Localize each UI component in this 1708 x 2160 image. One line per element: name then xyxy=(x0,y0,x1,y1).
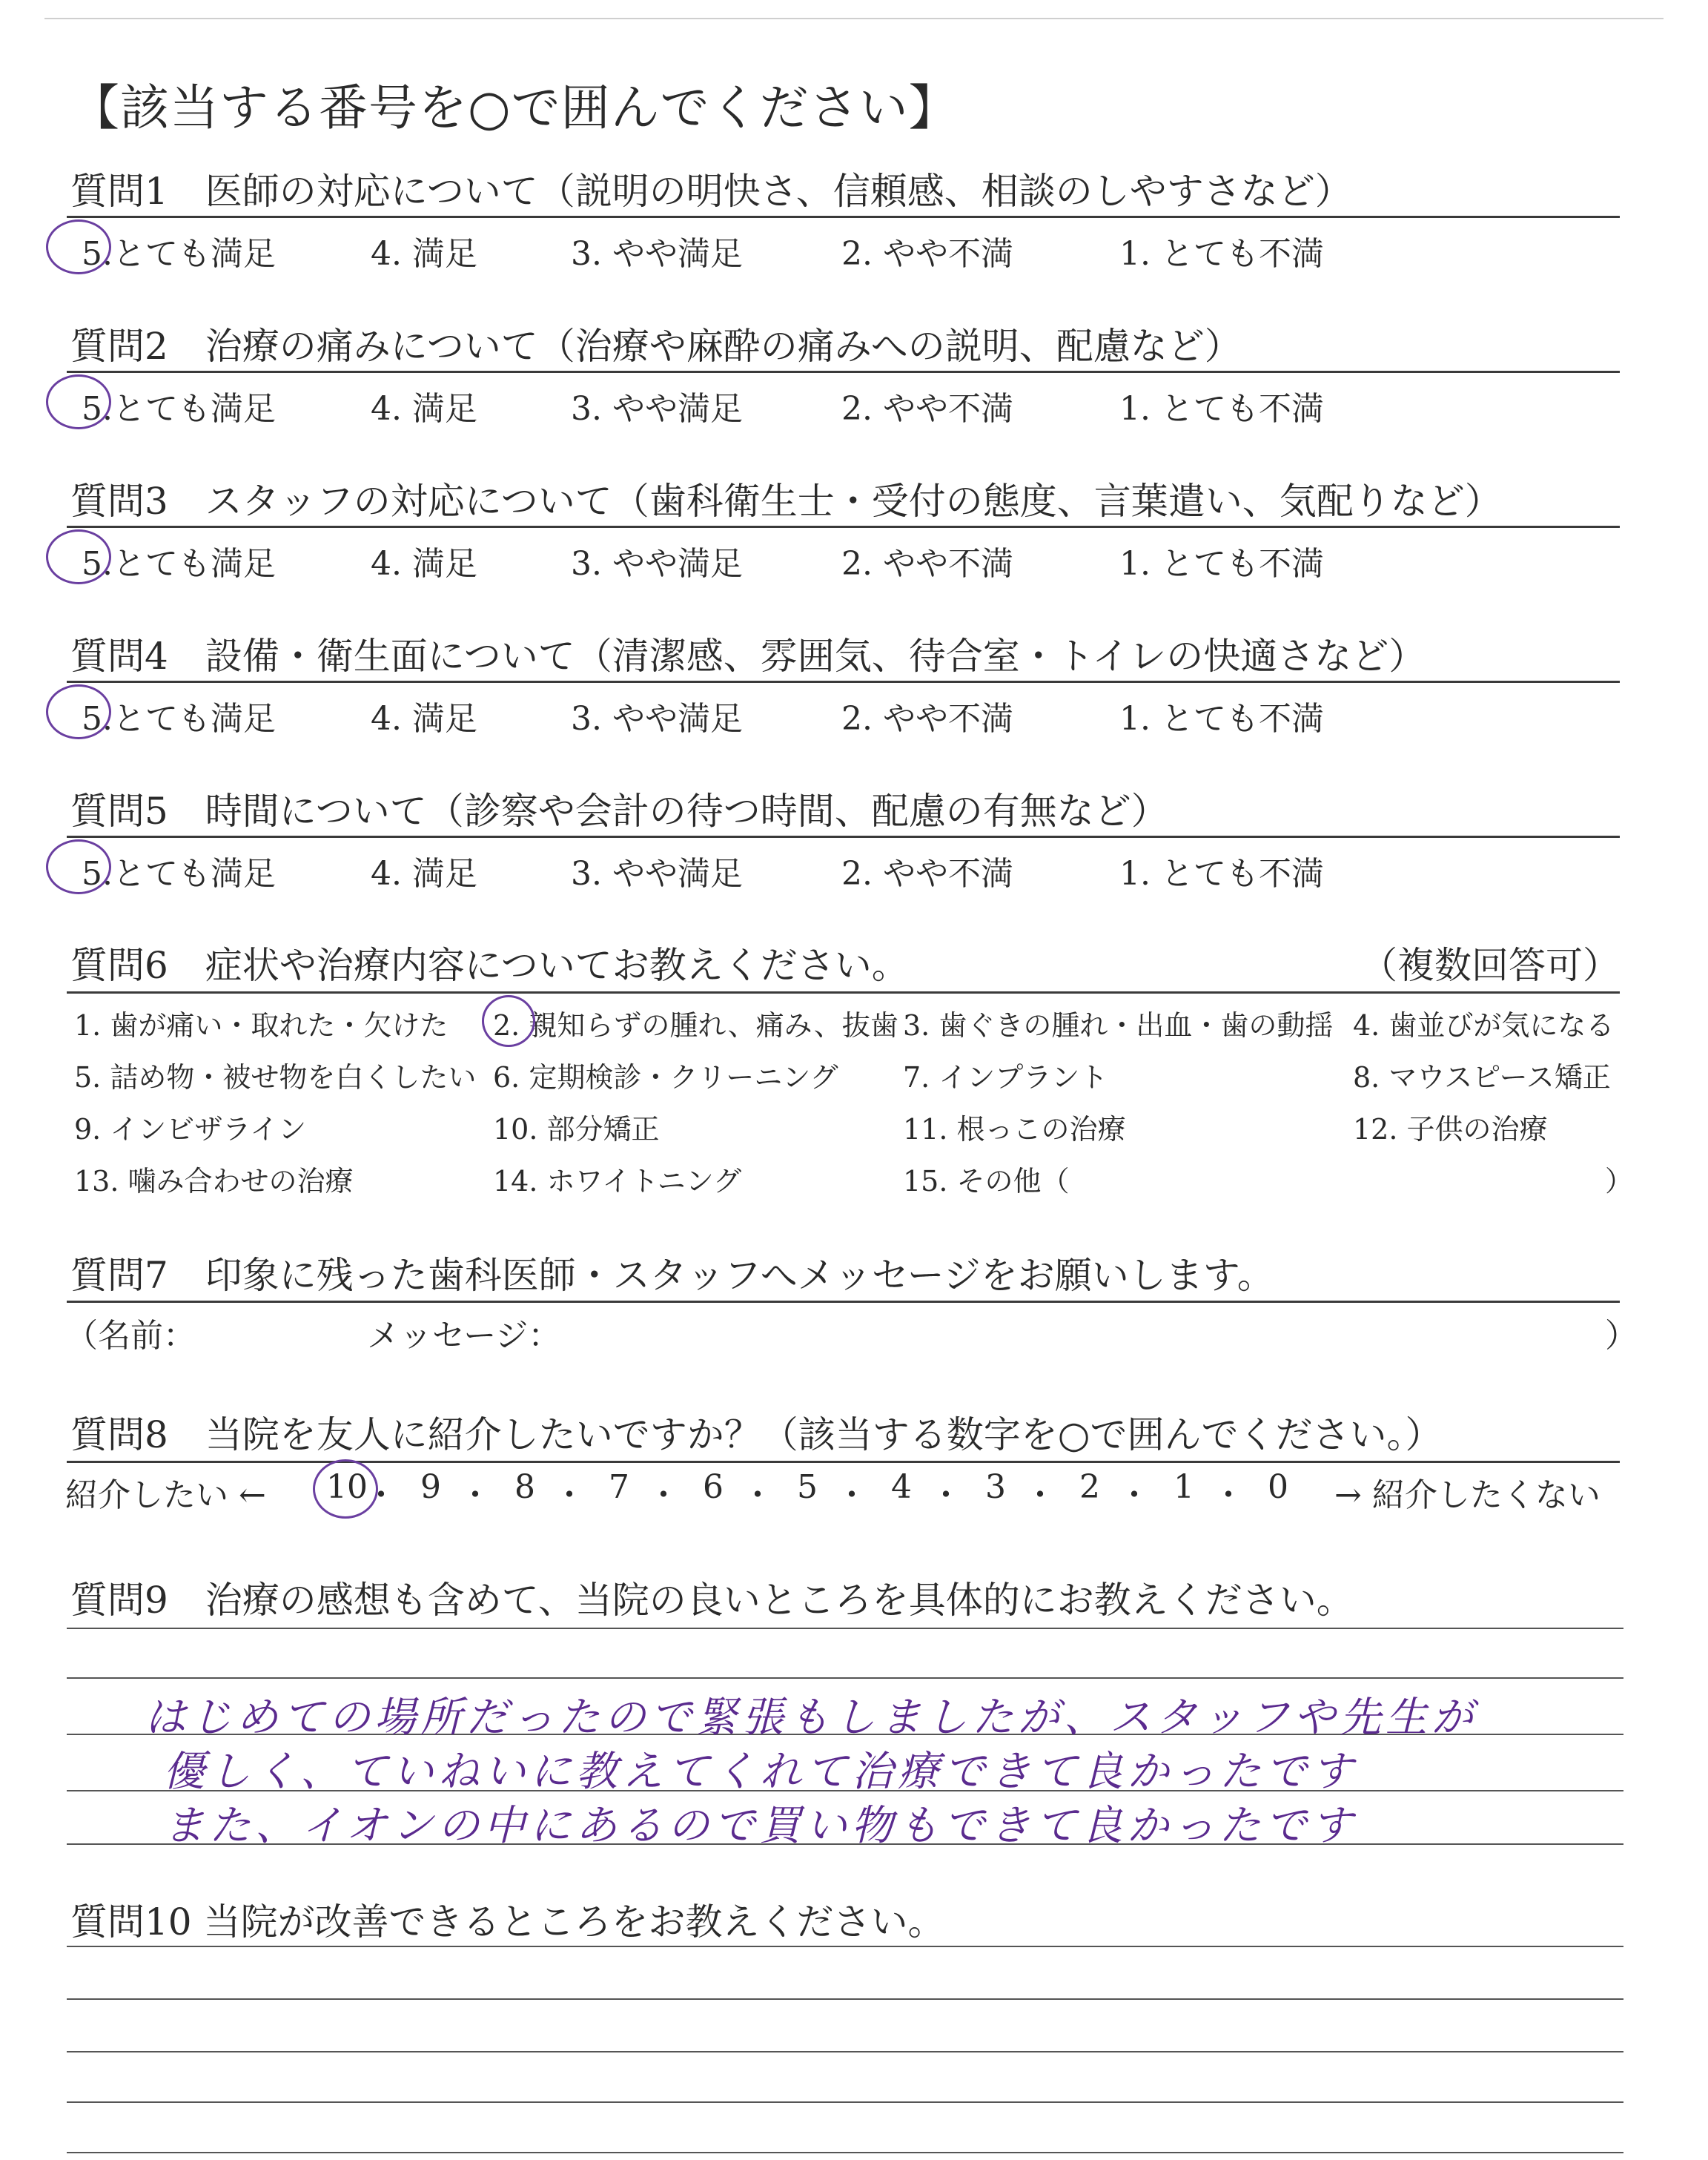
q8-scale-3[interactable]: 3 xyxy=(985,1468,1006,1506)
q2-option-1[interactable]: 1. とても不満 xyxy=(1119,390,1324,428)
q2-option-4[interactable]: 4. 満足 xyxy=(371,390,477,428)
q8-scale-8[interactable]: 8 xyxy=(514,1468,535,1506)
q8-separator: ・ xyxy=(1024,1476,1056,1514)
q6-option-6[interactable]: 6. 定期検診・クリーニング xyxy=(493,1061,838,1094)
q6-option-14[interactable]: 14. ホワイトニング xyxy=(493,1165,742,1198)
question-4-rule xyxy=(67,681,1620,683)
q2-selection-circle xyxy=(46,374,111,429)
q6-option-1[interactable]: 1. 歯が痛い・取れた・欠けた xyxy=(74,1009,448,1042)
q8-separator: ・ xyxy=(647,1476,680,1514)
q9-answer-line-2: 優しく、ていねいに教えてくれて治療できて良かったです xyxy=(163,1748,1357,1796)
q10-line xyxy=(67,2101,1623,2103)
q4-option-2[interactable]: 2. やや不満 xyxy=(841,700,1013,738)
q6-option-10[interactable]: 10. 部分矯正 xyxy=(493,1113,660,1146)
q8-separator: ・ xyxy=(553,1476,586,1514)
q9-line xyxy=(67,1677,1623,1679)
question-5-rule xyxy=(67,836,1620,838)
page-top-border xyxy=(44,18,1664,19)
q8-rule xyxy=(67,1461,1620,1463)
instructions-header: 【該当する番号を○で囲んでください】 xyxy=(70,79,959,136)
q6-option-3[interactable]: 3. 歯ぐきの腫れ・出血・歯の動揺 xyxy=(903,1009,1334,1042)
q1-selection-circle xyxy=(46,219,111,274)
q8-scale-2[interactable]: 2 xyxy=(1079,1468,1100,1506)
q3-option-3[interactable]: 3. やや満足 xyxy=(571,545,743,583)
question-2-title: 質問2 治療の痛みについて（治療や麻酔の痛みへの説明、配慮など） xyxy=(70,325,1242,368)
q6-option-11[interactable]: 11. 根っこの治療 xyxy=(903,1113,1126,1146)
q8-scale-10[interactable]: 10 xyxy=(326,1468,368,1506)
q3-option-1[interactable]: 1. とても不満 xyxy=(1119,545,1324,583)
q1-option-2[interactable]: 2. やや不満 xyxy=(841,235,1013,273)
q7-close: ） xyxy=(1605,1317,1638,1355)
q6-selection-circle xyxy=(482,995,535,1047)
q5-option-1[interactable]: 1. とても不満 xyxy=(1119,855,1324,893)
q6-option-7[interactable]: 7. インプラント xyxy=(903,1061,1108,1094)
q3-option-4[interactable]: 4. 満足 xyxy=(371,545,477,583)
q10-line xyxy=(67,1998,1623,2000)
question-4-title: 質問4 設備・衛生面について（清潔感、雰囲気、待合室・トイレの快適さなど） xyxy=(70,635,1426,678)
q8-scale-1[interactable]: 1 xyxy=(1174,1468,1194,1506)
question-1-title: 質問1 医師の対応について（説明の明快さ、信頼感、相談のしやすさなど） xyxy=(70,170,1352,213)
question-3-rule xyxy=(67,526,1620,528)
q6-option-5[interactable]: 5. 詰め物・被せ物を白くしたい xyxy=(74,1061,477,1094)
q5-option-4[interactable]: 4. 満足 xyxy=(371,855,477,893)
q4-selection-circle xyxy=(46,684,111,739)
q5-option-3[interactable]: 3. やや満足 xyxy=(571,855,743,893)
q8-scale-6[interactable]: 6 xyxy=(703,1468,724,1506)
q6-option-15[interactable]: 15. その他（ xyxy=(903,1165,1070,1198)
q8-separator: ・ xyxy=(835,1476,868,1514)
q6-option-12[interactable]: 12. 子供の治療 xyxy=(1353,1113,1548,1146)
q6-option-8[interactable]: 8. マウスピース矯正 xyxy=(1353,1061,1611,1094)
q10-line xyxy=(67,1946,1623,1947)
q8-scale-5[interactable]: 5 xyxy=(797,1468,818,1506)
question-5-title: 質問5 時間について（診察や会計の待つ時間、配慮の有無など） xyxy=(70,790,1168,833)
q8-title: 質問8 当院を友人に紹介したいですか？（該当する数字を○で囲んでください。） xyxy=(70,1413,1443,1456)
q3-option-2[interactable]: 2. やや不満 xyxy=(841,545,1013,583)
q4-option-3[interactable]: 3. やや満足 xyxy=(571,700,743,738)
q6-option-4[interactable]: 4. 歯並びが気になる xyxy=(1353,1009,1615,1042)
q1-option-5[interactable]: 5.とても満足 xyxy=(82,235,276,273)
q8-separator: ・ xyxy=(741,1476,774,1514)
question-3-title: 質問3 スタッフの対応について（歯科衛生士・受付の態度、言葉遣い、気配りなど） xyxy=(70,480,1502,523)
q8-scale-4[interactable]: 4 xyxy=(891,1468,912,1506)
q1-option-1[interactable]: 1. とても不満 xyxy=(1119,235,1324,273)
question-1-rule xyxy=(67,216,1620,218)
q4-option-1[interactable]: 1. とても不満 xyxy=(1119,700,1324,738)
q5-option-5[interactable]: 5.とても満足 xyxy=(82,855,276,893)
q5-option-2[interactable]: 2. やや不満 xyxy=(841,855,1013,893)
q8-right-label: → 紹介したくない xyxy=(1334,1476,1601,1514)
q8-separator: ・ xyxy=(1118,1476,1151,1514)
q8-scale-9[interactable]: 9 xyxy=(420,1468,441,1506)
q3-option-5[interactable]: 5.とても満足 xyxy=(82,545,276,583)
q10-line xyxy=(67,2051,1623,2052)
q8-separator: ・ xyxy=(365,1476,397,1514)
q6-option-9[interactable]: 9. インビザライン xyxy=(74,1113,307,1146)
q1-option-3[interactable]: 3. やや満足 xyxy=(571,235,743,273)
q6-title: 質問6 症状や治療内容についてお教えください。 xyxy=(70,944,909,987)
q2-option-3[interactable]: 3. やや満足 xyxy=(571,390,743,428)
q2-option-5[interactable]: 5.とても満足 xyxy=(82,390,276,428)
q7-rule xyxy=(67,1301,1620,1303)
q8-scale-0[interactable]: 0 xyxy=(1268,1468,1288,1506)
q2-option-2[interactable]: 2. やや不満 xyxy=(841,390,1013,428)
q9-title: 質問9 治療の感想も含めて、当院の良いところを具体的にお教えください。 xyxy=(70,1579,1354,1622)
q6-rule xyxy=(67,991,1620,994)
q7-title: 質問7 印象に残った歯科医師・スタッフへメッセージをお願いします。 xyxy=(70,1254,1274,1297)
q7-name-label: （名前： xyxy=(65,1317,196,1355)
q6-note: （複数回答可） xyxy=(1360,944,1620,987)
q8-separator: ・ xyxy=(930,1476,962,1514)
q7-message-label: メッセージ： xyxy=(367,1317,561,1355)
q6-other-close: ） xyxy=(1605,1165,1634,1198)
q10-title: 質問10 当院が改善できるところをお教えください。 xyxy=(70,1900,945,1943)
q6-option-2[interactable]: 2. 親知らずの腫れ、痛み、抜歯 xyxy=(493,1009,898,1042)
q5-selection-circle xyxy=(46,839,111,894)
question-2-rule xyxy=(67,371,1620,373)
q8-separator: ・ xyxy=(1212,1476,1245,1514)
q1-option-4[interactable]: 4. 満足 xyxy=(371,235,477,273)
q8-scale-7[interactable]: 7 xyxy=(609,1468,629,1506)
q4-option-4[interactable]: 4. 満足 xyxy=(371,700,477,738)
q6-option-13[interactable]: 13. 噛み合わせの治療 xyxy=(74,1165,354,1198)
q4-option-5[interactable]: 5.とても満足 xyxy=(82,700,276,738)
q8-separator: ・ xyxy=(459,1476,491,1514)
q9-line xyxy=(67,1628,1623,1629)
q10-line xyxy=(67,2152,1623,2153)
q9-answer-line-1: はじめての場所だったので緊張もしましたが、スタッフや先生が xyxy=(145,1694,1477,1742)
q8-left-label: 紹介したい ← xyxy=(65,1476,266,1514)
q3-selection-circle xyxy=(46,529,111,584)
q9-answer-line-3: また、イオンの中にあるので買い物もできて良かったです xyxy=(163,1802,1357,1850)
